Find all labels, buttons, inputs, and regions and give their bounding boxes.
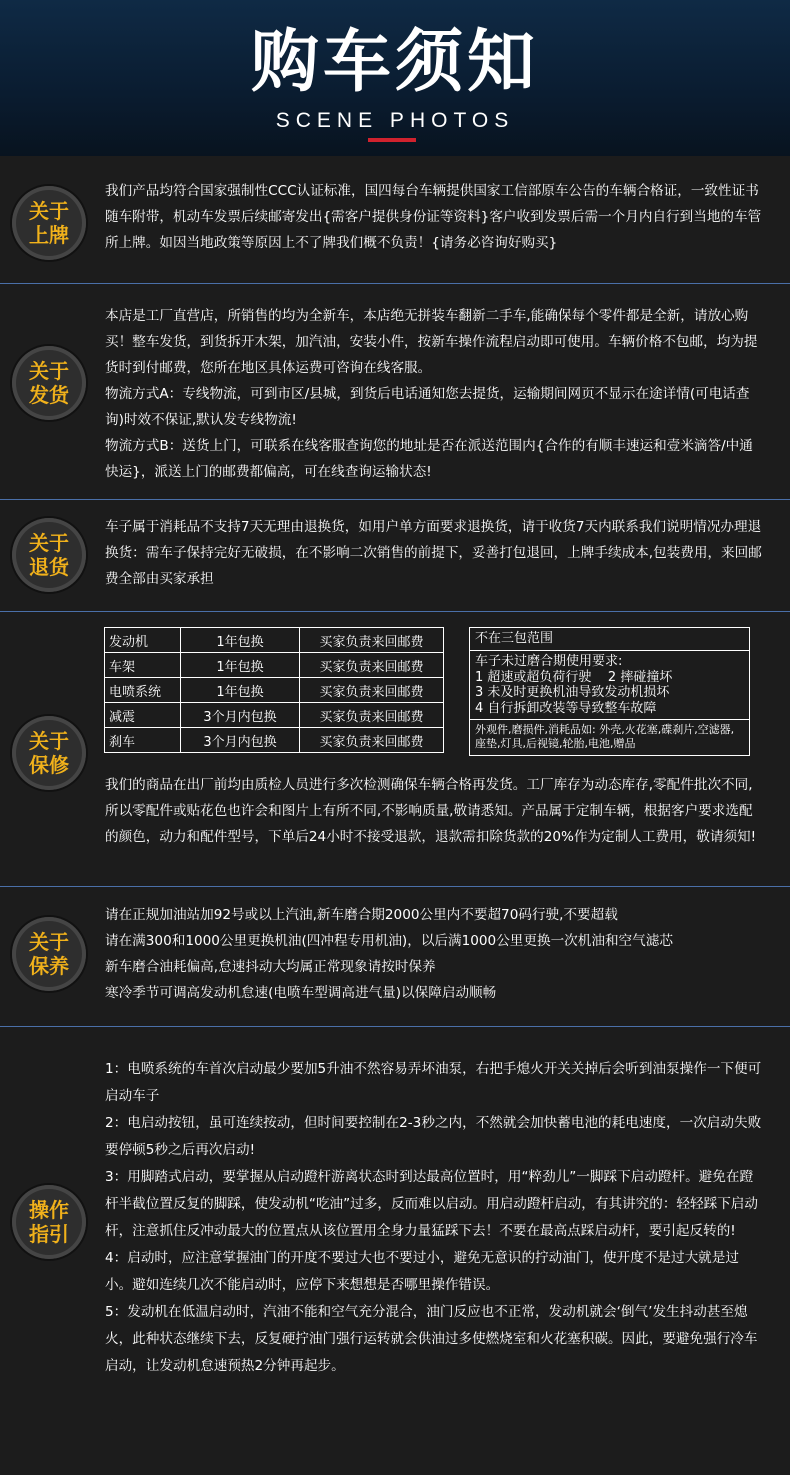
exclusion-box — [469, 627, 750, 756]
warranty-table — [104, 627, 444, 753]
table-cell-term: 3个月内包换 — [181, 728, 300, 753]
paragraph: 请在正规加油站加92号或以上汽油,新车磨合期2000公里内不要超70码行驶,不要超载 — [105, 907, 618, 923]
paragraph: 3：用脚踏式启动，要掌握从启动蹬杆游离状态时到达最高位置时，用“粹劲儿”一脚踩下启动蹬杆。避免在蹬杆半截位置反复的脚踩，使发动机“吃油”过多，反而难以启动。用启动蹬杆启动，有其讲究的：轻轻踩下启动杆，注意抓住反冲动最大的位置点从该位置用全身力量猛踩下去！不要在最高点踩启动杆，要引起反转的! — [105, 1169, 758, 1239]
table-row — [105, 628, 444, 653]
badge-line-1: 关于 — [29, 199, 69, 223]
table-cell-shipping: 买家负责来回邮费 — [300, 703, 444, 728]
badge-maintenance — [12, 917, 86, 991]
paragraph: 请在满300和1000公里更换机油(四冲程专用机油)，以后满1000公里更换一次机油和空气滤芯 — [105, 933, 673, 949]
paragraph: 我们产品均符合国家强制性CCC认证标准，国四每台车辆提供国家工信部原车公告的车辆合格证，一致性证书随车附带，机动车发票后续邮寄发出{需客户提供身份证等资料}客户收到发票后需一个月内自行到当地的车管所上牌。如因当地政策等原因上不了牌我们概不负责！{请务必咨询好购买} — [105, 183, 762, 251]
badge-line-2: 上牌 — [29, 223, 69, 247]
section-text — [105, 772, 765, 850]
badge-shipping — [12, 346, 86, 420]
table-cell-term: 1年包换 — [181, 628, 300, 653]
section-text — [105, 303, 765, 485]
page-header — [0, 0, 790, 156]
table-cell-shipping: 买家负责来回邮费 — [300, 628, 444, 653]
section-text — [105, 902, 765, 1006]
table-cell-shipping: 买家负责来回邮费 — [300, 678, 444, 703]
section-shipping — [0, 283, 790, 499]
paragraph: 新车磨合油耗偏高,怠速抖动大均属正常现象请按时保养 — [105, 959, 436, 975]
table-cell-part: 车架 — [105, 653, 181, 678]
exclusion-list — [470, 651, 749, 720]
table-cell-part: 刹车 — [105, 728, 181, 753]
table-cell-term: 1年包换 — [181, 653, 300, 678]
exclusion-line: 1 超速或超负荷行驶 2 摔碰撞坏 — [475, 669, 673, 685]
badge-line-2: 保养 — [29, 954, 69, 978]
table-row — [105, 703, 444, 728]
badge-line-2: 指引 — [29, 1222, 69, 1246]
table-cell-part: 发动机 — [105, 628, 181, 653]
table-row — [105, 653, 444, 678]
exclusion-line: 3 未及时更换机油导致发动机损坏 — [475, 685, 670, 700]
paragraph: 物流方式B：送货上门，可联系在线客服查询您的地址是否在派送范围内{合作的有顺丰速运和壹米滴答/中通快运}，派送上门的邮费都偏高，可在线查询运输状态! — [105, 438, 753, 480]
badge-line-1: 关于 — [29, 729, 69, 753]
section-plate — [0, 156, 790, 283]
badge-line-2: 发货 — [29, 383, 69, 407]
table-cell-shipping: 买家负责来回邮费 — [300, 653, 444, 678]
badge-plate — [12, 186, 86, 260]
section-text — [105, 178, 765, 256]
section-text — [105, 514, 765, 592]
table-row — [105, 678, 444, 703]
table-cell-term: 3个月内包换 — [181, 703, 300, 728]
paragraph: 寒冷季节可调高发动机怠速(电喷车型调高进气量)以保障启动顺畅 — [105, 985, 497, 1001]
section-maintenance — [0, 886, 790, 1026]
badge-line-1: 关于 — [29, 359, 69, 383]
badge-warranty — [12, 716, 86, 790]
badge-line-1: 操作 — [29, 1198, 69, 1222]
section-warranty — [0, 611, 790, 886]
paragraph: 我们的商品在出厂前均由质检人员进行多次检测确保车辆合格再发货。工厂库存为动态库存,零配件批次不同,所以零配件或贴花色也许会和图片上有所不同,不影响质量,敬请悉知。产品属于定制车辆，根据客户要求选配的颜色，动力和配件型号，下单后24小时不接受退款，退款需扣除货款的20%作为定制人工费用，敬请须知! — [105, 777, 757, 845]
page-subtitle: SCENE PHOTOS — [275, 109, 515, 132]
exclusion-heading: 不在三包范围 — [470, 628, 749, 651]
exclusion-line: 4 自行拆卸改装等导致整车故障 — [475, 700, 657, 716]
paragraph: 5：发动机在低温启动时，汽油不能和空气充分混合，油门反应也不正常，发动机就会‘倒气’发生抖动甚至熄火，此种状态继续下去，反复硬拧油门强行运转就会供油过多使燃烧室和火花塞积碳。因此，要避免强行冷车启动，让发动机怠速预热2分钟再起步。 — [105, 1304, 758, 1374]
badge-guide — [12, 1185, 86, 1259]
badge-line-2: 保修 — [29, 753, 69, 777]
section-guide — [0, 1026, 790, 1475]
table-cell-term: 1年包换 — [181, 678, 300, 703]
section-returns — [0, 499, 790, 611]
badge-line-1: 关于 — [29, 930, 69, 954]
table-row — [105, 728, 444, 753]
exclusion-footer: 外观件,磨损件,消耗品如: 外壳,火花塞,碟刹片,空滤器,座垫,灯具,后视镜,轮胎,电池,赠品 — [475, 723, 735, 750]
paragraph: 物流方式A：专线物流，可到市区/县城，到货后电话通知您去提货，运输期间网页不显示在途详情(可电话查询)时效不保证,默认发专线物流! — [105, 386, 750, 428]
paragraph: 1：电喷系统的车首次启动最少要加5升油不然容易弄坏油泵，右把手熄火开关关掉后会听到油泵操作一下便可启动车子 — [105, 1061, 762, 1104]
badge-line-1: 关于 — [29, 531, 69, 555]
title-underline — [368, 138, 416, 142]
table-cell-part: 电喷系统 — [105, 678, 181, 703]
badge-returns — [12, 518, 86, 592]
section-text — [105, 1056, 765, 1380]
table-cell-part: 减震 — [105, 703, 181, 728]
badge-line-2: 退货 — [29, 555, 69, 579]
exclusion-line: 车子未过磨合期使用要求: — [475, 654, 623, 669]
page-title: 购车须知 — [250, 23, 539, 102]
table-cell-shipping: 买家负责来回邮费 — [300, 728, 444, 753]
paragraph: 本店是工厂直营店，所销售的均为全新车，本店绝无拼装车翻新二手车,能确保每个零件都是全新，请放心购买！整车发货，到货拆开木架，加汽油，安装小件，按新车操作流程启动即可使用。车辆价格不包邮，均为提货时到付邮费，您所在地区具体运费可咨询在线客服。 — [105, 308, 758, 376]
paragraph: 4：启动时，应注意掌握油门的开度不要过大也不要过小，避免无意识的拧动油门，使开度不是过大就是过小。避如连续几次不能启动时，应停下来想想是否哪里操作错误。 — [105, 1250, 739, 1293]
paragraph: 2：电启动按钮，虽可连续按动，但时间要控制在2-3秒之内，不然就会加快蓄电池的耗电速度，一次启动失败要停顿5秒之后再次启动! — [105, 1115, 762, 1158]
paragraph: 车子属于消耗品不支持7天无理由退换货，如用户单方面要求退换货，请于收货7天内联系我们说明情况办理退换货：需车子保持完好无破损，在不影响二次销售的前提下，妥善打包退回，上牌手续成本,包装费用，来回邮费全部由买家承担 — [105, 519, 762, 587]
